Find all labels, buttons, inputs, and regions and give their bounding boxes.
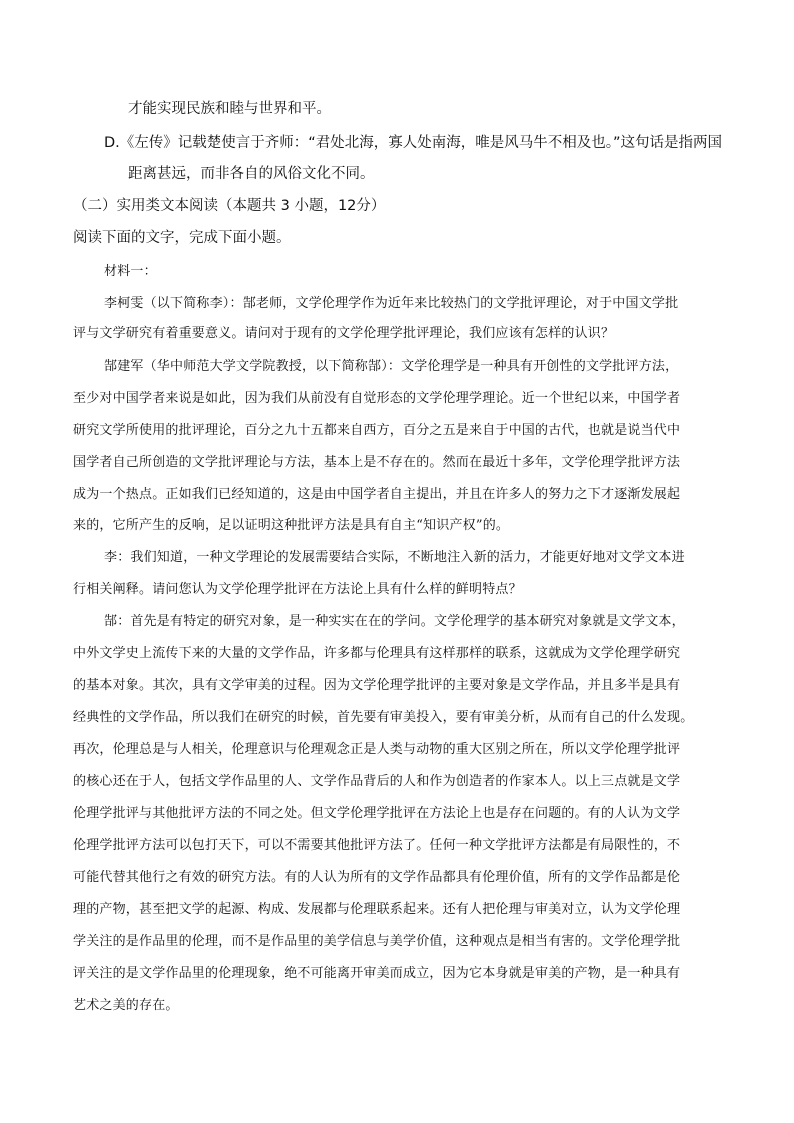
passage-line: 经典性的文学作品，所以我们在研究的时候，首先要有审美投入，要有审美分析，从而有自己的什么发现。 <box>73 710 694 725</box>
passage-line: 郜：首先是有特定的研究对象，是一种实实在在的学问。文学伦理学的基本研究对象就是文学文本， <box>104 614 685 629</box>
passage-line: 理的产物，甚至把文学的起源、构成、发展都与伦理联系起来。还有人把伦理与审美对立，认为文学伦理 <box>73 902 681 917</box>
passage-line: 研究文学所使用的批评理论，百分之九十五都来自西方，百分之五是来自于中国的古代，也就是说当代中 <box>73 423 681 438</box>
passage-line: 评关注的是文学作品里的伦理现象，绝不可能离开审美而成立，因为它本身就是审美的产物，是一种具有 <box>73 966 681 981</box>
passage-line: 评与文学研究有着重要意义。请问对于现有的文学伦理学批评理论，我们应该有怎样的认识？ <box>73 326 615 341</box>
passage-line: 的核心还在于人，包括文学作品里的人、文学作品背后的人和作为创造者的作家本人。以上三点就是文学 <box>73 774 681 789</box>
material-label: 材料一： <box>104 264 157 279</box>
passage-line: 至少对中国学者来说是如此，因为我们从前没有自觉形态的文学伦理学理论。近一个世纪以来，中国学者 <box>73 391 681 406</box>
passage-line: 艺术之美的存在。 <box>73 998 179 1013</box>
passage-line: 郜建军（华中师范大学文学院教授，以下简称郜）：文学伦理学是一种具有开创性的文学批评方法， <box>104 359 679 374</box>
option-c-continuation: 才能实现民族和睦与世界和平。 <box>128 101 331 117</box>
passage-line: 行相关阐释。请问您认为文学伦理学批评在方法论上具有什么样的鲜明特点？ <box>73 582 522 597</box>
passage-line: 的基本对象。其次，具有文学审美的过程。因为文学伦理学批评的主要对象是文学作品，并且多半是具有 <box>73 678 681 693</box>
passage-line: 伦理学批评与其他批评方法的不同之处。但文学伦理学批评在方法论上也是存在问题的。有的人认为文学 <box>73 806 681 821</box>
passage-line: 可能代替其他行之有效的研究方法。有的人认为所有的文学作品都具有伦理价值，所有的文学作品都是伦 <box>73 870 681 885</box>
passage-line: 李：我们知道，一种文学理论的发展需要结合实际，不断地注入新的活力，才能更好地对文学文本进 <box>104 550 685 565</box>
passage-line: 中外文学史上流传下来的大量的文学作品，许多都与伦理具有这样那样的联系，这就成为文学伦理学研究 <box>73 646 681 661</box>
passage-line: 国学者自己所创造的文学批评理论与方法，基本上是不存在的。然而在最近十多年，文学伦理学批评方法 <box>73 455 681 470</box>
passage-line: 学关注的是作品里的伦理，而不是作品里的美学信息与美学价值，这种观点是相当有害的。文学伦理学批 <box>73 934 681 949</box>
option-d-line-2: 距离甚远，而非各自的风俗文化不同。 <box>128 166 375 182</box>
option-d-line-1: D.《左传》记载楚使言于齐师：“君处北海，寡人处南海，唯是风马牛不相及也。”这句话是指两国 <box>104 135 723 151</box>
passage-line: 成为一个热点。正如我们已经知道的，这是由中国学者自主提出，并且在许多人的努力之下才逐渐发展起 <box>73 487 681 502</box>
passage-line: 来的，它所产生的反响，足以证明这种批评方法是具有自主“知识产权”的。 <box>73 518 510 533</box>
passage-line: 李柯雯（以下简称李）：郜老师，文学伦理学作为近年来比较热门的文学批评理论，对于中国文学批 <box>104 296 679 311</box>
passage-line: 伦理学批评方法可以包打天下，可以不需要其他批评方法了。任何一种文学批评方法都是有局限性的，不 <box>73 838 681 853</box>
reading-instruction: 阅读下面的文字，完成下面小题。 <box>73 230 291 246</box>
passage-line: 再次，伦理总是与人相关，伦理意识与伦理观念正是人类与动物的重大区别之所在，所以文学伦理学批评 <box>73 742 681 757</box>
section-heading: （二）实用类文本阅读（本题共 3 小题，12分） <box>73 198 386 214</box>
